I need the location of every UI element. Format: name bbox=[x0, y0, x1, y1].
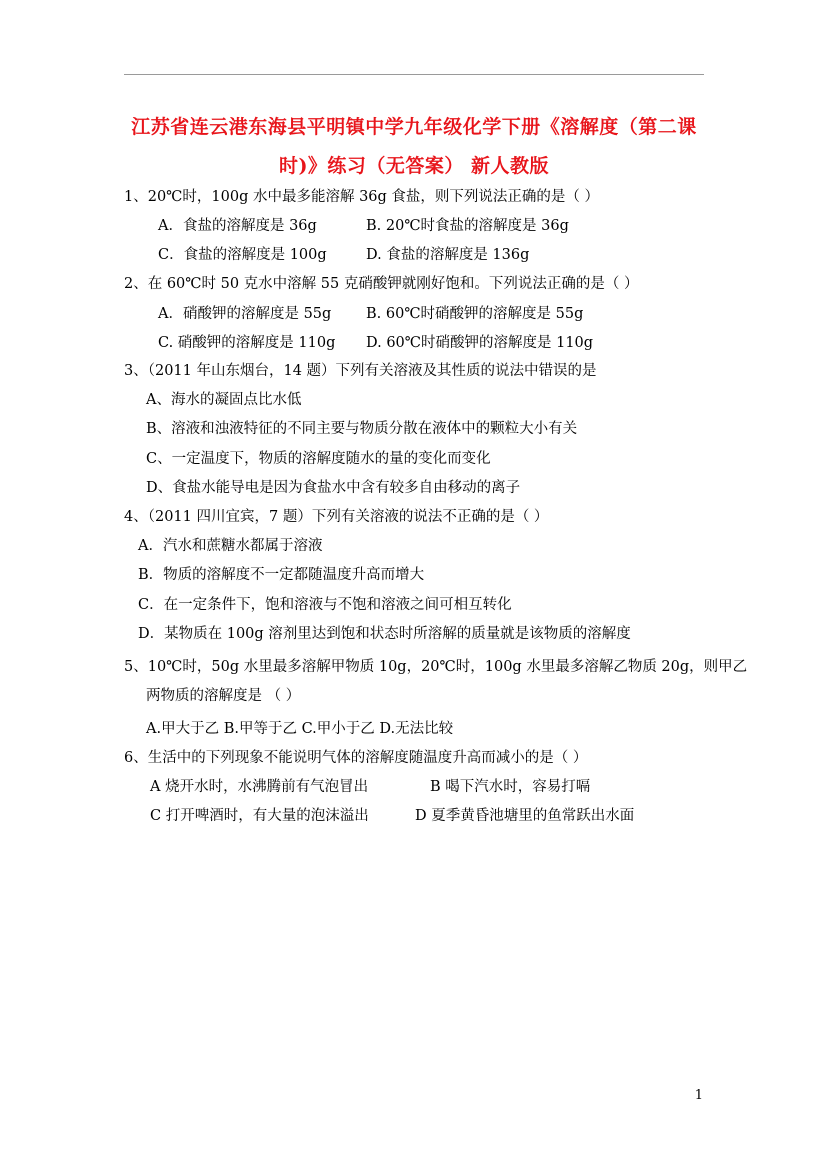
header-rule bbox=[124, 74, 704, 75]
question-4-option-c: C．在一定条件下，饱和溶液与不饱和溶液之间可相互转化 bbox=[138, 597, 512, 613]
question-3-option-d: D、食盐水能导电是因为食盐水中含有较多自由移动的离子 bbox=[146, 480, 521, 496]
question-1-option-d: D. 食盐的溶解度是 136g bbox=[366, 247, 530, 263]
question-6-option-c: C 打开啤酒时，有大量的泡沫溢出 bbox=[150, 808, 369, 824]
question-4-option-a: A．汽水和蔗糖水都属于溶液 bbox=[138, 538, 323, 554]
question-6-stem: 6、生活中的下列现象不能说明气体的溶解度随温度升高而减小的是（ ） bbox=[124, 750, 588, 766]
question-2-stem: 2、在 60℃时 50 克水中溶解 55 克硝酸钾就刚好饱和。下列说法正确的是（ ） bbox=[124, 276, 639, 292]
question-6-option-d: D 夏季黄昏池塘里的鱼常跃出水面 bbox=[415, 808, 635, 824]
question-2-option-a: A．硝酸钾的溶解度是 55g bbox=[158, 306, 332, 322]
question-5-stem-line1: 5、10℃时，50g 水里最多溶解甲物质 10g，20℃时，100g 水里最多溶解乙物质 20g，则甲乙 bbox=[124, 659, 748, 675]
question-2-option-b: B. 60℃时硝酸钾的溶解度是 55g bbox=[366, 306, 584, 322]
question-6-option-b: B 喝下汽水时，容易打嗝 bbox=[430, 779, 591, 795]
question-3-option-c: C、一定温度下，物质的溶解度随水的量的变化而变化 bbox=[146, 451, 491, 467]
question-4-option-d: D．某物质在 100g 溶剂里达到饱和状态时所溶解的质量就是该物质的溶解度 bbox=[138, 626, 631, 642]
question-4-option-b: B．物质的溶解度不一定都随温度升高而增大 bbox=[138, 567, 425, 583]
question-1-stem: 1、20℃时，100g 水中最多能溶解 36g 食盐，则下列说法正确的是（ ） bbox=[124, 189, 600, 205]
question-1-option-b: B. 20℃时食盐的溶解度是 36g bbox=[366, 218, 569, 234]
question-4-stem: 4、（2011 四川宜宾，7 题）下列有关溶液的说法不正确的是（ ） bbox=[124, 509, 549, 525]
question-1-option-a: A．食盐的溶解度是 36g bbox=[158, 218, 317, 234]
document-title-line1: 江苏省连云港东海县平明镇中学九年级化学下册《溶解度（第二课 bbox=[131, 116, 697, 138]
question-6-option-a: A 烧开水时，水沸腾前有气泡冒出 bbox=[150, 779, 369, 795]
document-title-line2: 时)》练习（无答案） 新人教版 bbox=[278, 155, 550, 177]
question-3-option-a: A、海水的凝固点比水低 bbox=[146, 392, 302, 408]
question-1-option-c: C．食盐的溶解度是 100g bbox=[158, 247, 327, 263]
question-5-options: A.甲大于乙 B.甲等于乙 C.甲小于乙 D.无法比较 bbox=[146, 721, 454, 737]
question-3-option-b: B、溶液和浊液特征的不同主要与物质分散在液体中的颗粒大小有关 bbox=[146, 421, 578, 437]
question-2-option-c: C. 硝酸钾的溶解度是 110g bbox=[158, 335, 336, 351]
question-2-option-d: D. 60℃时硝酸钾的溶解度是 110g bbox=[366, 335, 594, 351]
question-3-stem: 3、（2011 年山东烟台，14 题）下列有关溶液及其性质的说法中错误的是 bbox=[124, 363, 597, 379]
page-number: 1 bbox=[694, 1088, 703, 1103]
question-5-stem-line2: 两物质的溶解度是 （ ） bbox=[146, 688, 301, 704]
